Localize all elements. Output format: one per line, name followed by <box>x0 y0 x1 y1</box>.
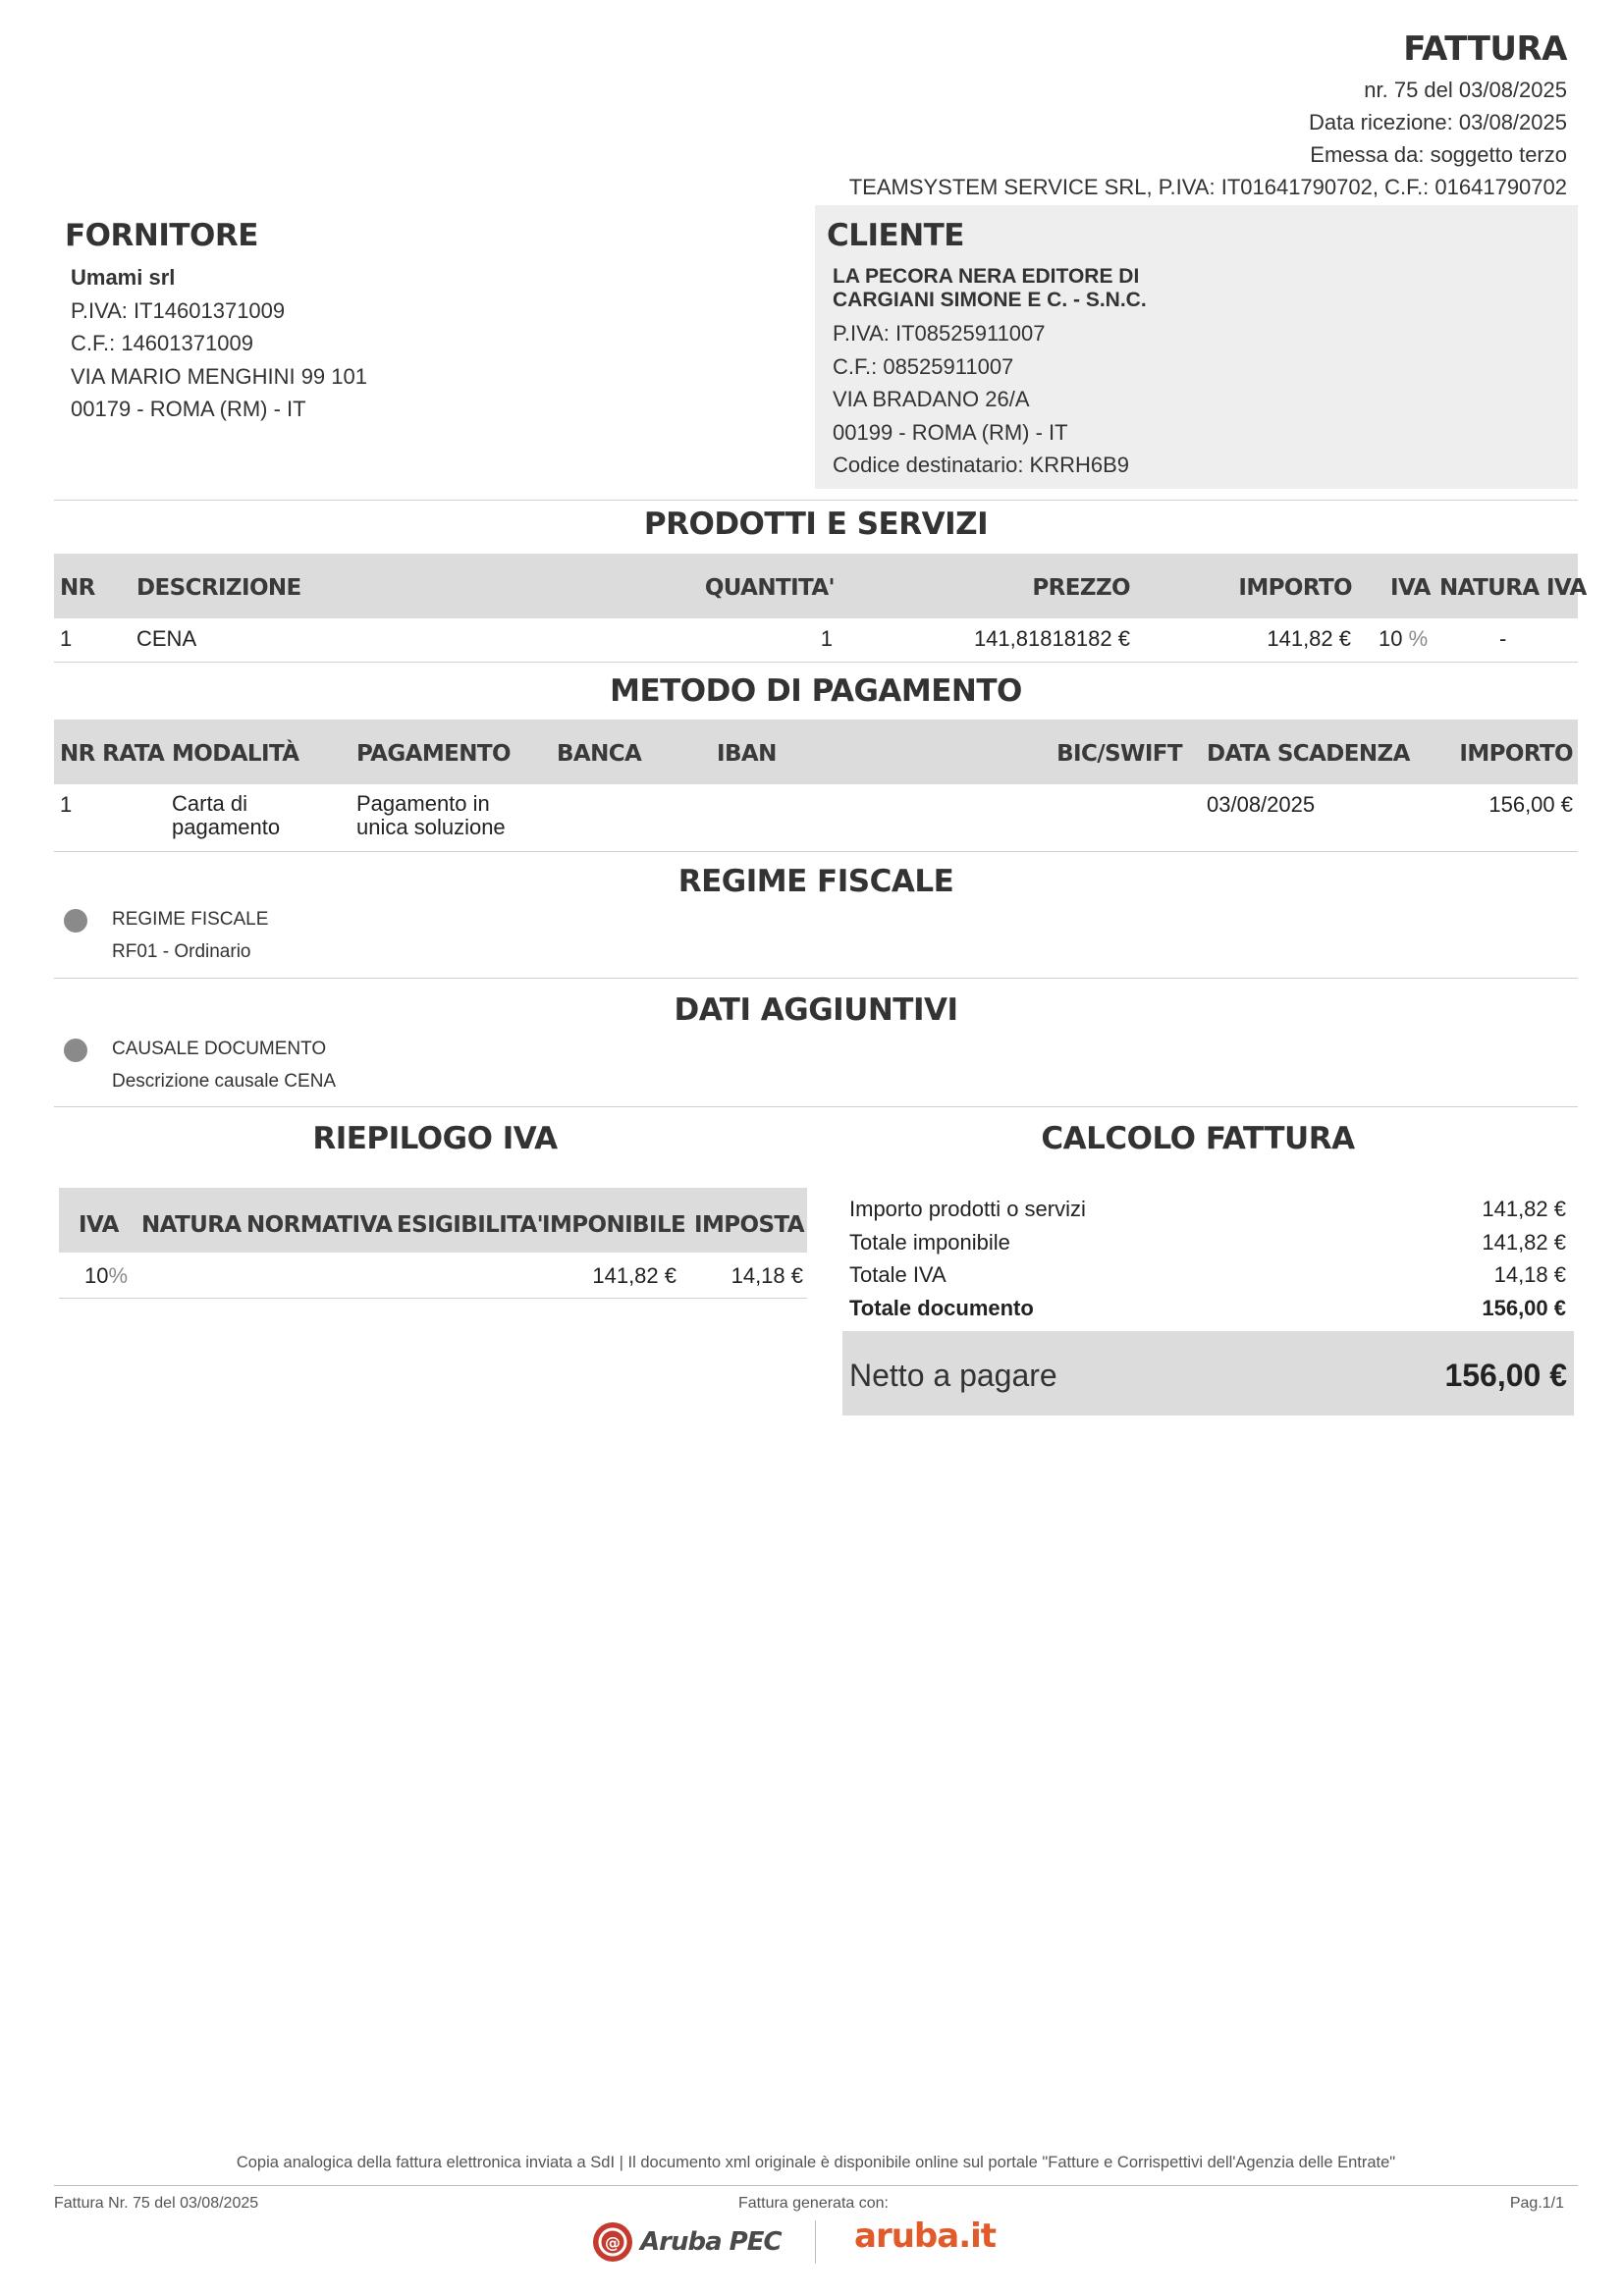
calc-value: 141,82 € <box>1482 1229 1566 1255</box>
products-heading: PRODOTTI E SERVIZI <box>643 507 989 542</box>
col-price: PREZZO <box>1032 575 1130 601</box>
mode-line1: Carta di <box>172 791 248 816</box>
col-normativa: NORMATIVA <box>246 1212 393 1238</box>
col-imponibile: IMPONIBILE <box>542 1212 686 1238</box>
footer-invoice-ref: Fattura Nr. 75 del 03/08/2025 <box>54 2195 259 2212</box>
received-date: Data ricezione: 03/08/2025 <box>1309 110 1567 134</box>
supplier-cf: C.F.: 14601371009 <box>71 331 253 355</box>
supplier-heading: FORNITORE <box>65 218 258 253</box>
table-row-price: 141,81818182 € <box>973 626 1130 651</box>
tax-regime-value: RF01 - Ordinario <box>112 941 251 962</box>
table-row-pay-amount: 156,00 € <box>1488 792 1573 817</box>
calc-value: 14,18 € <box>1493 1262 1566 1287</box>
supplier-name: Umami srl <box>71 265 176 290</box>
client-details <box>833 317 1129 482</box>
client-cf: C.F.: 08525911007 <box>833 353 1014 379</box>
aruba-pec-text: Aruba PEC <box>640 2227 782 2257</box>
col-natura: NATURA <box>141 1212 242 1238</box>
divider <box>54 1106 1578 1107</box>
calc-value: 156,00 € <box>1482 1295 1566 1320</box>
tax-regime-heading: REGIME FISCALE <box>677 864 954 899</box>
payment-heading: METODO DI PAGAMENTO <box>610 673 1022 709</box>
client-dest-code: Codice destinatario: KRRH6B9 <box>833 453 1130 477</box>
col-bank: BANCA <box>557 741 642 767</box>
calc-line-total <box>849 1292 1566 1325</box>
divider <box>59 1298 807 1299</box>
supplier-piva: P.IVA: IT14601371009 <box>71 297 286 323</box>
calc-line-taxable <box>849 1226 1566 1259</box>
table-row-due-date: 03/08/2025 <box>1207 792 1316 817</box>
client-piva: P.IVA: IT08525911007 <box>833 321 1046 346</box>
col-vat-nature: NATURA IVA <box>1439 575 1587 601</box>
vat-row-tax: 14,18 € <box>730 1263 803 1288</box>
payment-line1: Pagamento in <box>356 791 490 816</box>
footer-page: Pag.1/1 <box>1509 2195 1564 2212</box>
col-vat: IVA <box>1390 575 1431 601</box>
issued-by: Emessa da: soggetto terzo <box>1310 142 1567 167</box>
vat-row-taxable: 141,82 € <box>592 1263 676 1288</box>
col-iban: IBAN <box>717 741 777 767</box>
intermediary: TEAMSYSTEM SERVICE SRL, P.IVA: IT01641790702, C.F.: 01641790702 <box>848 175 1567 199</box>
col-mode: MODALITÀ <box>172 741 299 767</box>
divider <box>54 500 1578 501</box>
client-heading: CLIENTE <box>827 218 964 253</box>
vat-rate-percent: % <box>108 1263 129 1288</box>
client-address: VIA BRADANO 26/A <box>833 387 1030 411</box>
col-quantity: QUANTITA' <box>704 575 835 601</box>
calc-label: Totale imponibile <box>849 1229 1010 1255</box>
supplier-city: 00179 - ROMA (RM) - IT <box>71 397 306 421</box>
invoice-number: nr. 75 del 03/08/2025 <box>1364 78 1567 102</box>
col-amount: IMPORTO <box>1238 575 1352 601</box>
net-to-pay-value: 156,00 € <box>1444 1358 1567 1393</box>
footer-generated-with: Fattura generata con: <box>738 2195 889 2212</box>
calc-value: 141,82 € <box>1482 1197 1566 1221</box>
client-block <box>833 265 1147 312</box>
calc-line-products <box>849 1193 1566 1226</box>
causale-label: CAUSALE DOCUMENTO <box>112 1039 327 1059</box>
client-city: 00199 - ROMA (RM) - IT <box>833 419 1068 445</box>
net-to-pay-label: Netto a pagare <box>849 1358 1057 1393</box>
table-row-vat <box>1379 626 1428 652</box>
calc-lines <box>849 1193 1566 1324</box>
calc-heading: CALCOLO FATTURA <box>1041 1121 1355 1156</box>
aruba-pec-logo <box>591 2220 782 2264</box>
client-name-line1: LA PECORA NERA EDITORE DI <box>833 265 1140 288</box>
divider <box>54 978 1578 979</box>
footer-notice: Copia analogica della fattura elettronica inviata a SdI | Il documento xml originale è disponibile online sul portale "Fatture e Corrispettivi dell'Agenzia delle Entrate" <box>236 2154 1396 2171</box>
document-title: FATTURA <box>1403 29 1567 69</box>
vat-summary-heading: RIEPILOGO IVA <box>312 1121 558 1156</box>
table-row-installment: 1 <box>60 792 73 817</box>
col-pay-amount: IMPORTO <box>1459 741 1573 767</box>
vat-rate-value: 10 <box>84 1263 109 1288</box>
vat-value: 10 <box>1379 626 1403 651</box>
logo-separator <box>815 2220 816 2264</box>
table-row-description: CENA <box>136 626 197 651</box>
aruba-pec-seal-icon <box>591 2220 634 2264</box>
bullet-icon <box>64 1039 87 1062</box>
vat-percent-sign: % <box>1408 626 1429 651</box>
col-bic: BIC/SWIFT <box>1056 741 1182 767</box>
col-iva: IVA <box>79 1212 119 1238</box>
table-row-nr: 1 <box>60 626 73 651</box>
additional-heading: DATI AGGIUNTIVI <box>674 992 958 1028</box>
col-installment: NR RATA <box>60 741 165 767</box>
table-row-amount: 141,82 € <box>1267 626 1351 651</box>
col-payment: PAGAMENTO <box>356 741 511 767</box>
aruba-it-logo: aruba.it <box>854 2216 997 2256</box>
table-row-payment <box>356 792 506 839</box>
col-due-date: DATA SCADENZA <box>1207 741 1410 767</box>
table-row-mode <box>172 792 280 839</box>
divider <box>54 662 1578 663</box>
calc-label: Totale IVA <box>849 1262 947 1287</box>
col-nr: NR <box>60 575 95 601</box>
divider <box>54 851 1578 852</box>
col-esigibilita: ESIGIBILITA' <box>397 1212 544 1238</box>
supplier-address: VIA MARIO MENGHINI 99 101 <box>71 363 367 389</box>
calc-line-vat <box>849 1258 1566 1292</box>
payment-line2: unica soluzione <box>356 815 506 839</box>
tax-regime-label: REGIME FISCALE <box>112 909 269 930</box>
client-name-line2: CARGIANI SIMONE E C. - S.N.C. <box>833 289 1147 311</box>
supplier-block <box>71 261 367 426</box>
document-header-info <box>683 74 1567 203</box>
mode-line2: pagamento <box>172 815 281 839</box>
svg-text:@: @ <box>605 2233 621 2252</box>
vat-row-rate <box>84 1263 128 1289</box>
bullet-icon <box>64 909 87 933</box>
col-description: DESCRIZIONE <box>136 575 301 601</box>
table-row-qty: 1 <box>820 626 833 651</box>
causale-value: Descrizione causale CENA <box>112 1071 337 1092</box>
calc-label: Totale documento <box>849 1295 1034 1320</box>
table-row-nature: - <box>1499 626 1507 651</box>
calc-label: Importo prodotti o servizi <box>849 1197 1086 1221</box>
col-imposta: IMPOSTA <box>694 1212 804 1238</box>
footer-divider <box>54 2185 1578 2186</box>
